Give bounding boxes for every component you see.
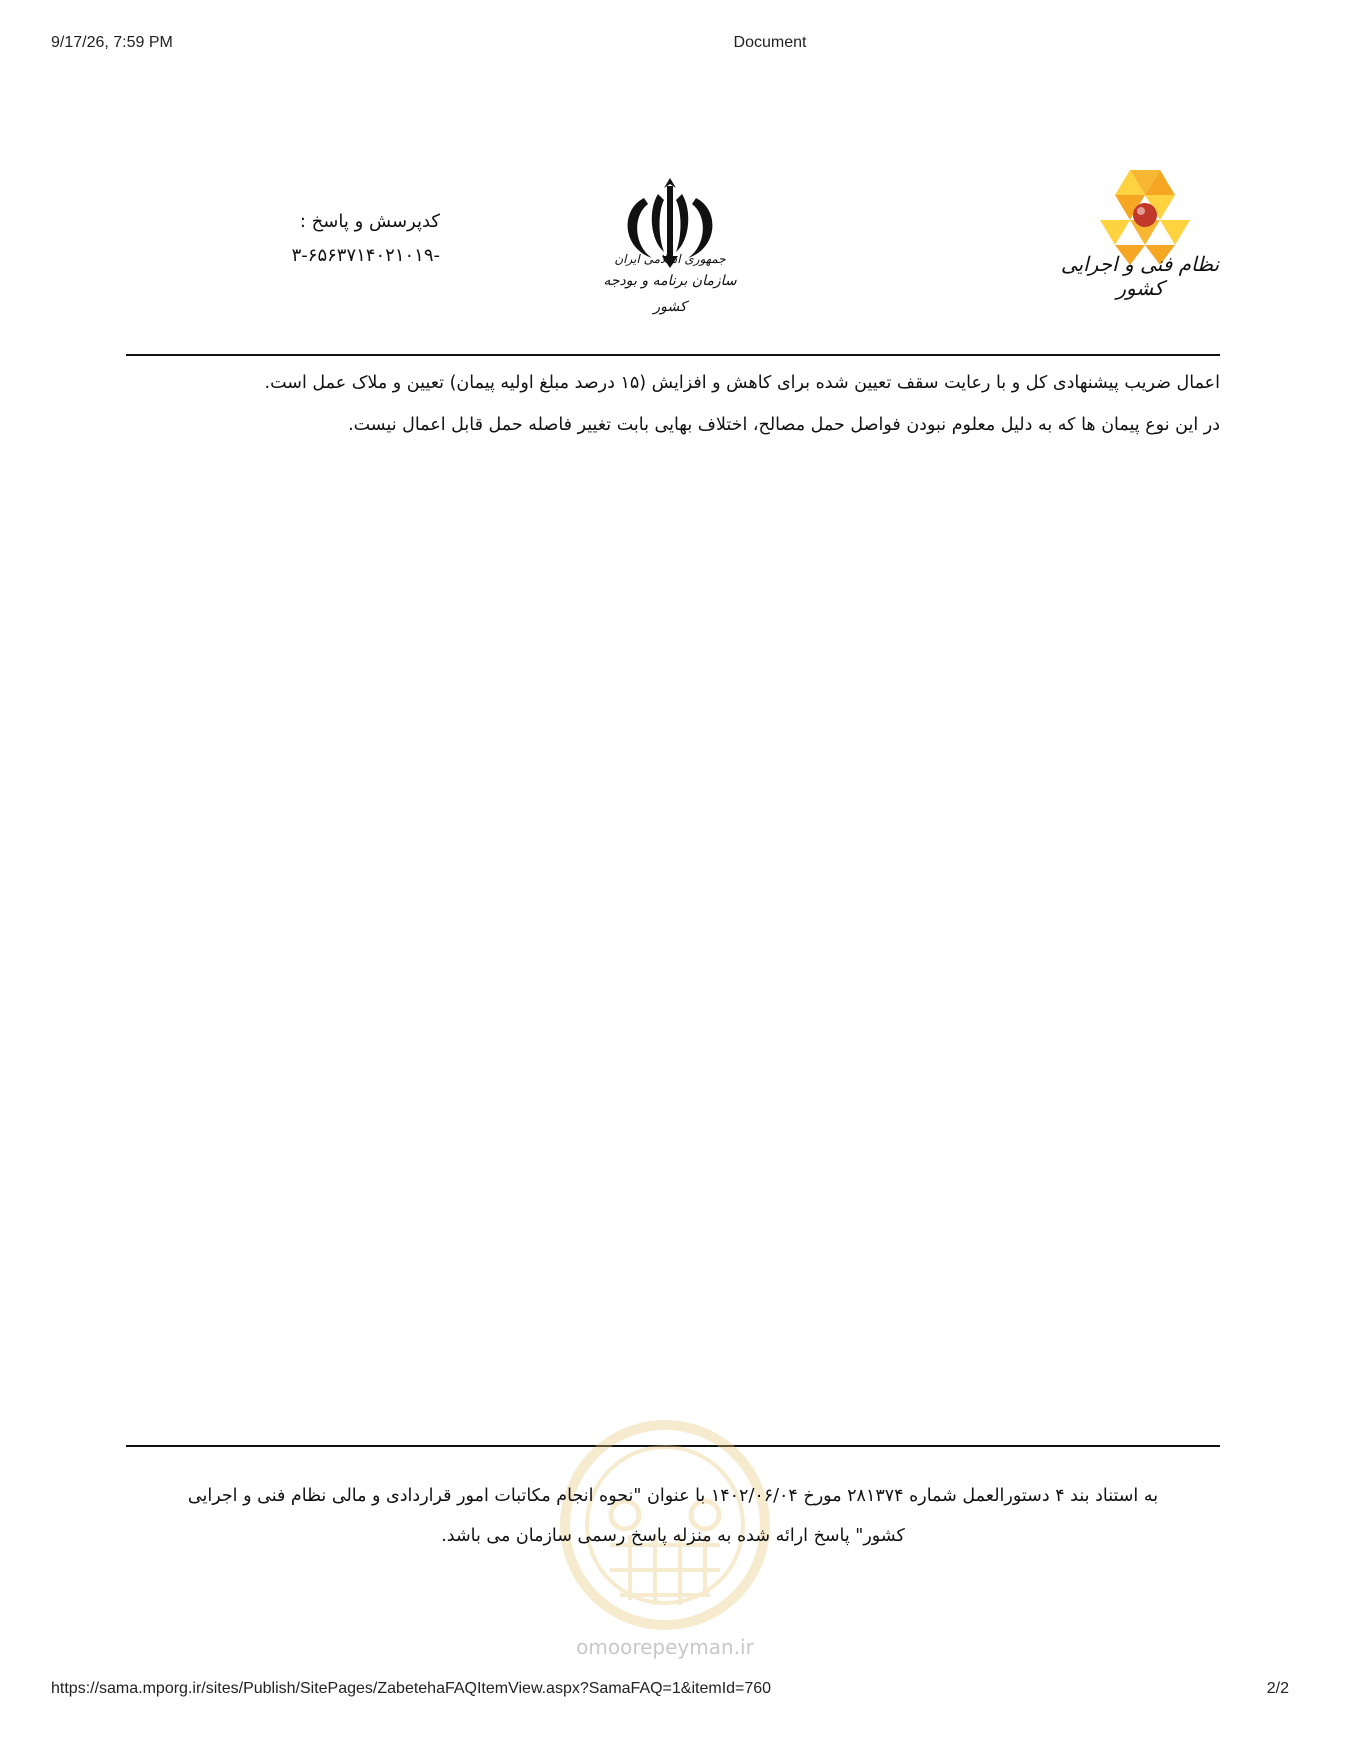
answer-body <box>126 362 1220 446</box>
emblem-caption <box>585 250 755 320</box>
footer-note-line-2: کشور" پاسخ ارائه شده به منزله پاسخ رسمی سازمان می باشد. <box>441 1526 905 1546</box>
footer-note-line-1: به استناد بند ۴ دستورالعمل شماره ۲۸۱۳۷۴ مورخ ۱۴۰۲/۰۶/۰۴ با عنوان "نحوه انجام مکاتبات امور قراردادی و مالی نظام فنی و اجرایی <box>187 1486 1159 1506</box>
header-divider <box>126 354 1220 356</box>
print-datetime: 9/17/26, 7:59 PM <box>51 34 173 51</box>
emblem-caption-country: جمهوری اسلامی ایران <box>614 252 726 266</box>
footer-note <box>126 1476 1220 1556</box>
emblem-caption-org: سازمان برنامه و بودجه کشور <box>603 273 737 315</box>
answer-line-2: در این نوع پیمان ها که به دلیل معلوم نبودن فواصل حمل مصالح، اختلاف بهایی بابت تغییر فاصله حمل قابل اعمال نیست. <box>348 415 1220 435</box>
question-code-block <box>230 205 440 273</box>
answer-line-1: اعمال ضریب پیشنهادی کل و با رعایت سقف تعیین شده برای کاهش و افزایش (۱۵ درصد مبلغ اولیه پیمان) تعیین و ملاک عمل است. <box>264 373 1220 393</box>
print-url: https://sama.mporg.ir/sites/Publish/SitePages/ZabetehaFAQItemView.aspx?SamaFAQ=1&itemId=760 <box>51 1680 772 1697</box>
print-title: Document <box>733 34 807 51</box>
watermark-text: omoorepeyman.ir <box>576 1635 754 1659</box>
question-code-label: کدپرسش و پاسخ : <box>299 211 440 232</box>
nezam-fanni-name: نظام فنی و اجرایی کشور <box>1060 252 1220 300</box>
question-code-value: -۳-۶۵۶۳۷۱۴۰۲۱۰۱۹ <box>291 245 440 266</box>
print-page-number: 2/2 <box>1266 1680 1289 1697</box>
